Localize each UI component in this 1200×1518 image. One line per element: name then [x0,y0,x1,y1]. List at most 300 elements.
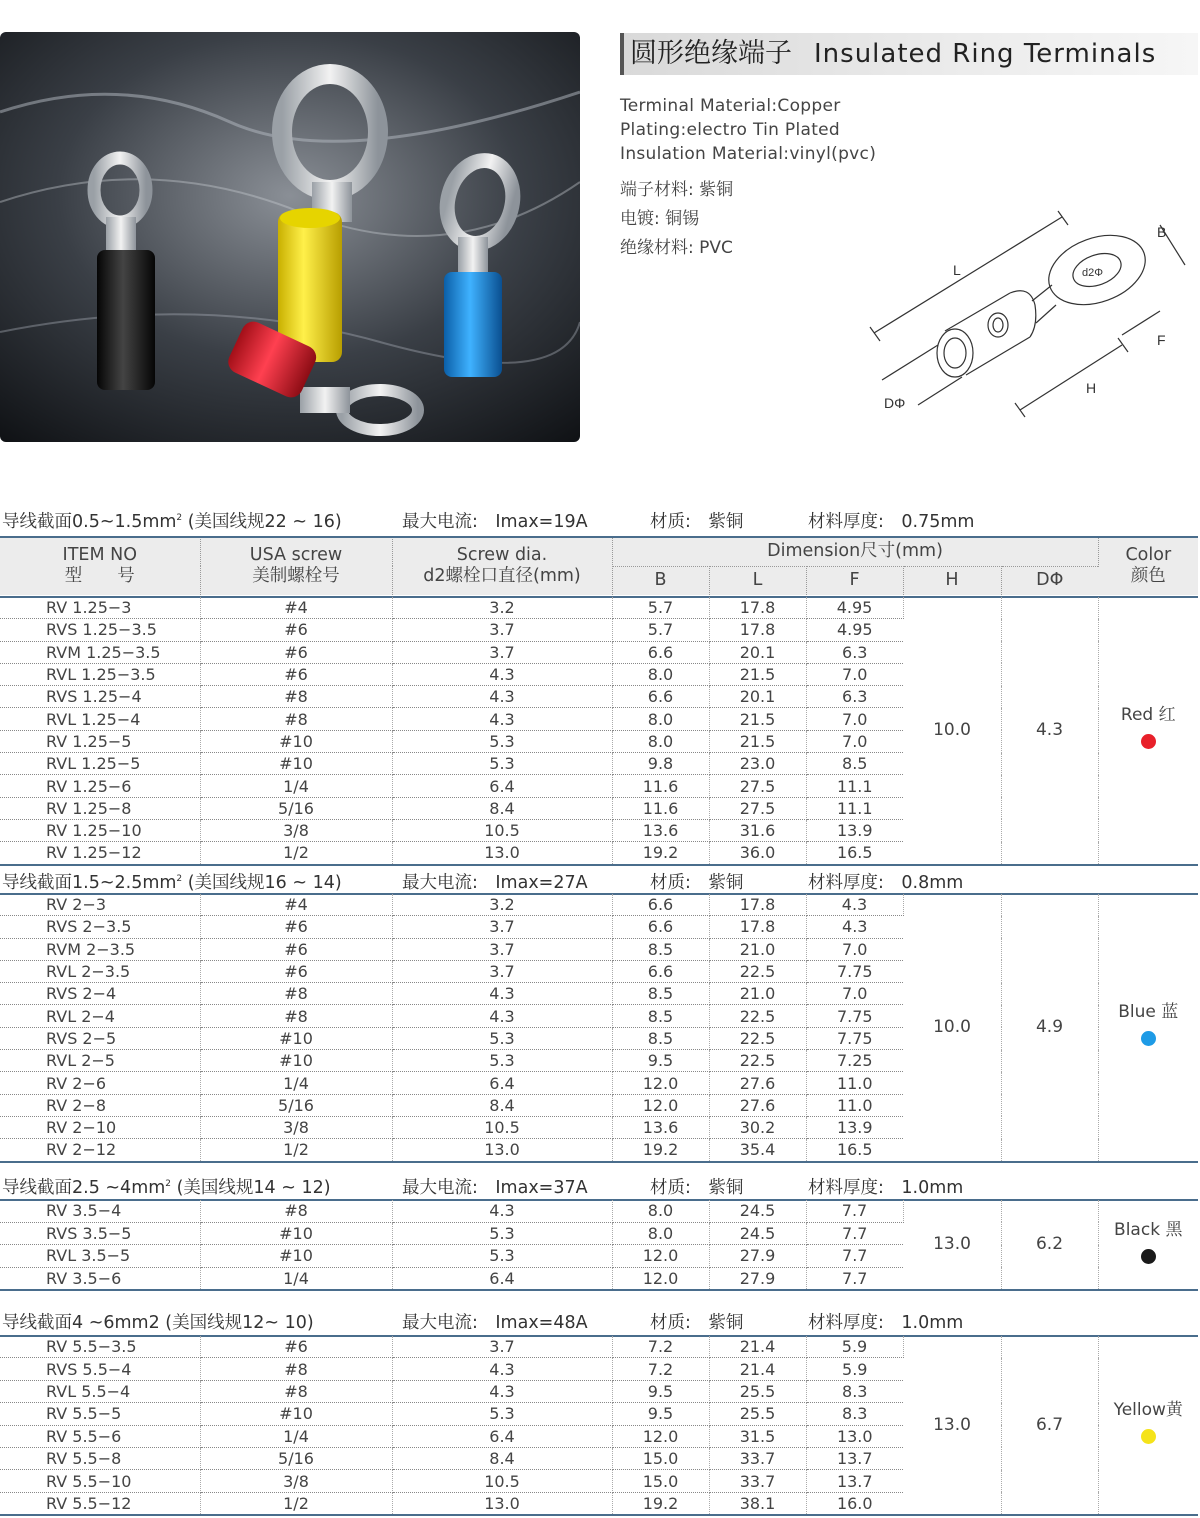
cell-dim-b: 8.0 [612,708,709,730]
cell-dim-b: 8.0 [612,663,709,685]
cell-dim-l: 21.5 [709,730,806,752]
cell-dim-l: 22.5 [709,1005,806,1027]
cell-dim-b: 11.6 [612,775,709,797]
cell-dim-b: 8.5 [612,1005,709,1027]
section-heading [0,508,1200,532]
spec-line: 绝缘材料: PVC [620,238,733,258]
color-swatch-icon [1141,1429,1156,1444]
cell-screw-dia: 4.3 [392,708,612,730]
cell-screw-dia: 6.4 [392,1425,612,1447]
cell-item-no: RV 5.5−5 [0,1403,200,1425]
cell-color [1098,894,1198,1162]
color-swatch-icon [1141,734,1156,749]
cell-usa-screw: 1/4 [200,1267,392,1290]
cell-item-no: RVL 2−5 [0,1050,200,1072]
spec-table [0,597,1198,866]
cell-usa-screw: #6 [200,619,392,641]
cell-usa-screw: 3/8 [200,1470,392,1492]
cell-screw-dia: 5.3 [392,730,612,752]
cell-dim-f: 6.3 [806,686,903,708]
cell-dim-l: 33.7 [709,1447,806,1469]
cell-screw-dia: 4.3 [392,1200,612,1222]
cell-usa-screw: #8 [200,1005,392,1027]
cell-dim-f: 7.0 [806,708,903,730]
cell-h: 13.0 [903,1200,1001,1290]
material-specs-en [620,94,876,166]
cell-screw-dia: 4.3 [392,686,612,708]
cell-item-no: RVM 1.25−3.5 [0,641,200,663]
cell-dim-l: 22.5 [709,1050,806,1072]
cell-dim-l: 20.1 [709,686,806,708]
cell-item-no: RVL 2−3.5 [0,960,200,982]
cell-d: 6.7 [1001,1336,1098,1515]
divider [0,536,1198,538]
cell-dim-l: 27.6 [709,1094,806,1116]
cell-item-no: RVS 2−5 [0,1027,200,1049]
cell-dim-l: 27.5 [709,775,806,797]
cell-usa-screw: 1/4 [200,1072,392,1094]
cell-dim-f: 7.7 [806,1200,903,1222]
cell-screw-dia: 3.7 [392,641,612,663]
cell-screw-dia: 13.0 [392,1139,612,1162]
cell-dim-b: 13.6 [612,819,709,841]
cell-h: 13.0 [903,1336,1001,1515]
cell-dim-f: 4.3 [806,916,903,938]
cell-item-no: RVL 3.5−5 [0,1245,200,1268]
cell-dim-f: 7.0 [806,938,903,960]
cell-dim-l: 17.8 [709,619,806,641]
cell-usa-screw: #10 [200,1027,392,1049]
cell-screw-dia: 4.3 [392,663,612,685]
cell-screw-dia: 13.0 [392,842,612,865]
cell-d: 6.2 [1001,1200,1098,1290]
header-screw-dia: Screw dia. d2螺栓口直径(mm) [392,537,612,595]
cell-usa-screw: #10 [200,730,392,752]
cell-usa-screw: #10 [200,1050,392,1072]
cell-dim-b: 12.0 [612,1425,709,1447]
diagram-label-l: L [953,262,961,278]
cell-screw-dia: 10.5 [392,1116,612,1138]
cell-dim-f: 7.7 [806,1267,903,1290]
cell-usa-screw: 1/2 [200,1492,392,1515]
cell-usa-screw: #10 [200,1245,392,1268]
cell-dim-f: 7.25 [806,1050,903,1072]
cell-item-no: RV 1.25−8 [0,797,200,819]
cell-item-no: RVL 1.25−4 [0,708,200,730]
color-swatch-icon [1141,1031,1156,1046]
cell-dim-b: 8.5 [612,938,709,960]
table-row [0,1336,1198,1358]
cell-color [1098,1200,1198,1290]
cell-dim-l: 21.4 [709,1336,806,1358]
cell-screw-dia: 5.3 [392,1245,612,1268]
cell-usa-screw: #6 [200,641,392,663]
cell-item-no: RVS 1.25−3.5 [0,619,200,641]
table-row [0,597,1198,619]
cell-dim-l: 20.1 [709,641,806,663]
cell-item-no: RV 2−3 [0,894,200,916]
thickness: 材料厚度: 0.8mm [808,873,964,893]
cell-item-no: RV 2−12 [0,1139,200,1162]
cell-dim-f: 4.95 [806,597,903,619]
section-heading [0,869,1200,893]
cell-dim-f: 16.5 [806,842,903,865]
cross-section: 导线截面2.5 ~4mm [2,1178,166,1198]
cell-usa-screw: #4 [200,597,392,619]
cell-screw-dia: 5.3 [392,753,612,775]
cell-item-no: RVL 1.25−3.5 [0,663,200,685]
cross-section: 导线截面1.5~2.5mm [2,873,177,893]
cell-dim-f: 11.1 [806,797,903,819]
cell-h: 10.0 [903,597,1001,865]
header-l: L [709,566,806,595]
cell-usa-screw: #8 [200,1380,392,1402]
diagram-label-d2: d2Φ [1082,267,1104,279]
cell-dim-l: 17.8 [709,894,806,916]
cell-screw-dia: 4.3 [392,1380,612,1402]
awg-range: (美国线规14 ~ 12) [171,1178,331,1198]
cell-dim-f: 4.3 [806,894,903,916]
material: 材质: 紫铜 [650,1313,744,1333]
header-item-no: ITEM NO 型 号 [0,537,200,595]
cell-item-no: RV 3.5−4 [0,1200,200,1222]
section-heading [0,1309,1200,1333]
cell-item-no: RV 1.25−12 [0,842,200,865]
cell-dim-l: 24.5 [709,1200,806,1222]
cell-dim-l: 22.5 [709,1027,806,1049]
cell-usa-screw: #8 [200,983,392,1005]
cell-usa-screw: 1/4 [200,1425,392,1447]
cell-dim-f: 13.7 [806,1470,903,1492]
cell-usa-screw: #10 [200,1403,392,1425]
awg-range: (美国线规16 ~ 14) [182,873,342,893]
cell-dim-b: 8.0 [612,1200,709,1222]
product-photo [0,32,580,442]
cell-dim-l: 33.7 [709,1470,806,1492]
cell-screw-dia: 6.4 [392,1072,612,1094]
cell-dim-b: 12.0 [612,1245,709,1268]
max-current: 最大电流: Imax=19A [402,512,588,532]
superscript: 2 [176,874,183,885]
cell-item-no: RV 5.5−3.5 [0,1336,200,1358]
cell-dim-l: 27.6 [709,1072,806,1094]
cell-dim-f: 16.5 [806,1139,903,1162]
header-h: H [903,566,1001,595]
cell-dim-b: 5.7 [612,619,709,641]
cell-dim-b: 9.8 [612,753,709,775]
cross-section: 导线截面0.5~1.5mm [2,512,177,532]
cell-screw-dia: 5.3 [392,1222,612,1245]
cell-dim-b: 11.6 [612,797,709,819]
spec-line: Insulation Material:vinyl(pvc) [620,144,877,164]
cell-item-no: RV 5.5−12 [0,1492,200,1515]
cell-item-no: RVS 5.5−4 [0,1358,200,1380]
cell-color [1098,597,1198,865]
cell-dim-f: 13.9 [806,819,903,841]
cell-dim-b: 9.5 [612,1050,709,1072]
cell-dim-l: 21.0 [709,983,806,1005]
title-cn: 圆形绝缘端子 [630,38,792,69]
cell-dim-b: 19.2 [612,1139,709,1162]
cell-dim-l: 38.1 [709,1492,806,1515]
title-en: Insulated Ring Terminals [814,39,1157,69]
cell-usa-screw: 5/16 [200,797,392,819]
cell-screw-dia: 13.0 [392,1492,612,1515]
cell-dim-b: 9.5 [612,1403,709,1425]
cell-item-no: RV 5.5−10 [0,1470,200,1492]
cell-item-no: RV 1.25−5 [0,730,200,752]
header-dimension: Dimension尺寸(mm) [612,537,1098,566]
cell-dim-l: 21.4 [709,1358,806,1380]
superscript: 2 [176,513,183,524]
cell-usa-screw: #6 [200,960,392,982]
cell-usa-screw: #8 [200,708,392,730]
cell-item-no: RV 2−6 [0,1072,200,1094]
cell-dim-b: 15.0 [612,1470,709,1492]
cell-item-no: RVL 2−4 [0,1005,200,1027]
max-current: 最大电流: Imax=37A [402,1178,588,1198]
cell-dim-b: 8.0 [612,1222,709,1245]
cell-dim-b: 15.0 [612,1447,709,1469]
cell-screw-dia: 5.3 [392,1050,612,1072]
cell-screw-dia: 5.3 [392,1403,612,1425]
color-label: Black 黑 [1114,1219,1183,1240]
color-label: Blue 蓝 [1118,1002,1179,1023]
cell-usa-screw: #6 [200,1336,392,1358]
spec-line: Plating:electro Tin Plated [620,120,841,140]
cell-screw-dia: 4.3 [392,1358,612,1380]
cell-dim-l: 21.0 [709,938,806,960]
cell-dim-f: 11.0 [806,1094,903,1116]
max-current: 最大电流: Imax=27A [402,873,588,893]
header-d: DΦ [1001,566,1098,595]
cell-item-no: RV 1.25−10 [0,819,200,841]
cell-dim-f: 8.5 [806,753,903,775]
cell-dim-b: 8.5 [612,983,709,1005]
cell-dim-f: 5.9 [806,1358,903,1380]
cell-screw-dia: 6.4 [392,775,612,797]
cell-dim-b: 7.2 [612,1358,709,1380]
cell-dim-l: 17.8 [709,916,806,938]
cell-screw-dia: 3.7 [392,938,612,960]
material-specs-cn [620,176,733,263]
cell-screw-dia: 3.7 [392,916,612,938]
cell-usa-screw: 1/2 [200,842,392,865]
cell-dim-f: 13.7 [806,1447,903,1469]
material: 材质: 紫铜 [650,512,744,532]
cell-dim-f: 13.0 [806,1425,903,1447]
cell-dim-b: 6.6 [612,960,709,982]
cell-dim-f: 7.0 [806,730,903,752]
superscript: 2 [165,1179,172,1190]
table-row [0,1200,1198,1222]
awg-range: (美国线规22 ~ 16) [182,512,342,532]
material: 材质: 紫铜 [650,873,744,893]
cell-dim-f: 4.95 [806,619,903,641]
cell-screw-dia: 8.4 [392,1094,612,1116]
cell-usa-screw: #10 [200,753,392,775]
cell-item-no: RV 3.5−6 [0,1267,200,1290]
cell-item-no: RVL 1.25−5 [0,753,200,775]
awg-range: (美国线规12~ 10) [159,1313,314,1333]
cell-dim-l: 24.5 [709,1222,806,1245]
cell-usa-screw: 5/16 [200,1447,392,1469]
page-title [620,33,1198,75]
cell-screw-dia: 3.7 [392,1336,612,1358]
cell-screw-dia: 10.5 [392,819,612,841]
cell-usa-screw: 5/16 [200,1094,392,1116]
cell-screw-dia: 6.4 [392,1267,612,1290]
cell-color [1098,1336,1198,1515]
spec-line: 端子材料: 紫铜 [620,180,734,200]
cell-dim-f: 7.7 [806,1222,903,1245]
cell-item-no: RVS 2−4 [0,983,200,1005]
cell-dim-b: 13.6 [612,1116,709,1138]
cell-dim-b: 12.0 [612,1094,709,1116]
cell-item-no: RVS 3.5−5 [0,1222,200,1245]
cell-dim-f: 7.75 [806,1027,903,1049]
spec-table [0,894,1198,1163]
cell-item-no: RV 5.5−6 [0,1425,200,1447]
spec-line: 电镀: 铜锡 [620,209,700,229]
cell-usa-screw: #8 [200,686,392,708]
cell-dim-f: 8.3 [806,1380,903,1402]
cell-dim-b: 6.6 [612,686,709,708]
spec-line: Terminal Material:Copper [620,96,841,116]
thickness: 材料厚度: 1.0mm [808,1313,964,1333]
cell-item-no: RV 5.5−8 [0,1447,200,1469]
section-heading [0,1174,1200,1198]
cell-usa-screw: #6 [200,916,392,938]
cell-dim-l: 35.4 [709,1139,806,1162]
cell-dim-f: 8.3 [806,1403,903,1425]
cell-dim-f: 11.1 [806,775,903,797]
cell-usa-screw: 3/8 [200,819,392,841]
cell-usa-screw: 1/2 [200,1139,392,1162]
cell-dim-b: 6.6 [612,641,709,663]
cell-item-no: RV 2−8 [0,1094,200,1116]
cell-dim-l: 36.0 [709,842,806,865]
max-current: 最大电流: Imax=48A [402,1313,588,1333]
diagram-label-h: H [1086,380,1097,396]
cell-dim-f: 16.0 [806,1492,903,1515]
cell-screw-dia: 4.3 [392,983,612,1005]
cell-item-no: RVS 2−3.5 [0,916,200,938]
cross-section: 导线截面4 ~6mm2 [2,1313,160,1333]
cell-dim-b: 8.0 [612,730,709,752]
cell-usa-screw: 1/4 [200,775,392,797]
color-label: Yellow黄 [1113,1400,1183,1421]
cell-item-no: RV 1.25−3 [0,597,200,619]
cell-dim-f: 7.0 [806,663,903,685]
cell-dim-f: 7.75 [806,1005,903,1027]
cell-screw-dia: 8.4 [392,797,612,819]
cell-dim-l: 22.5 [709,960,806,982]
cell-h: 10.0 [903,894,1001,1162]
cell-dim-f: 11.0 [806,1072,903,1094]
cell-dim-f: 6.3 [806,641,903,663]
cell-usa-screw: 3/8 [200,1116,392,1138]
cell-dim-l: 21.5 [709,663,806,685]
cell-item-no: RVM 2−3.5 [0,938,200,960]
cell-screw-dia: 4.3 [392,1005,612,1027]
thickness: 材料厚度: 0.75mm [808,512,975,532]
color-label: Red 红 [1120,705,1176,726]
cell-dim-l: 27.9 [709,1267,806,1290]
spec-table [0,1200,1198,1291]
cell-dim-b: 12.0 [612,1267,709,1290]
cell-item-no: RVL 5.5−4 [0,1380,200,1402]
column-header [0,537,1198,595]
cell-dim-l: 30.2 [709,1116,806,1138]
cell-dim-f: 5.9 [806,1336,903,1358]
cell-screw-dia: 3.2 [392,894,612,916]
cell-dim-l: 23.0 [709,753,806,775]
cell-screw-dia: 3.7 [392,960,612,982]
spec-table [0,1336,1198,1516]
color-swatch-icon [1141,1249,1156,1264]
cell-dim-l: 25.5 [709,1403,806,1425]
cell-dim-f: 7.0 [806,983,903,1005]
cell-dim-l: 27.5 [709,797,806,819]
cell-usa-screw: #6 [200,938,392,960]
diagram-label-d: DΦ [884,395,906,411]
cell-dim-b: 6.6 [612,894,709,916]
table-row [0,894,1198,916]
diagram-label-f: F [1157,332,1166,348]
cell-dim-b: 7.2 [612,1336,709,1358]
cell-usa-screw: #4 [200,894,392,916]
cell-dim-l: 21.5 [709,708,806,730]
cell-dim-b: 12.0 [612,1072,709,1094]
cell-dim-l: 25.5 [709,1380,806,1402]
cell-dim-f: 7.75 [806,960,903,982]
cell-d: 4.3 [1001,597,1098,865]
cell-dim-l: 31.5 [709,1425,806,1447]
header-color: Color 颜色 [1125,545,1172,586]
cell-dim-b: 6.6 [612,916,709,938]
cell-d: 4.9 [1001,894,1098,1162]
header-usa-screw: USA screw 美制螺栓号 [200,537,392,595]
cell-usa-screw: #6 [200,663,392,685]
cell-dim-b: 9.5 [612,1380,709,1402]
cell-dim-f: 7.7 [806,1245,903,1268]
cell-dim-b: 19.2 [612,1492,709,1515]
cell-usa-screw: #10 [200,1222,392,1245]
cell-dim-b: 5.7 [612,597,709,619]
cell-dim-l: 27.9 [709,1245,806,1268]
cell-usa-screw: #8 [200,1358,392,1380]
header-f: F [806,566,903,595]
cell-dim-b: 19.2 [612,842,709,865]
cell-screw-dia: 3.2 [392,597,612,619]
thickness: 材料厚度: 1.0mm [808,1178,964,1198]
material: 材质: 紫铜 [650,1178,744,1198]
cell-dim-b: 8.5 [612,1027,709,1049]
cell-screw-dia: 5.3 [392,1027,612,1049]
terminal-dimension-diagram [860,205,1195,435]
cell-screw-dia: 8.4 [392,1447,612,1469]
cell-dim-l: 17.8 [709,597,806,619]
cell-screw-dia: 10.5 [392,1470,612,1492]
cell-item-no: RV 2−10 [0,1116,200,1138]
cell-item-no: RV 1.25−6 [0,775,200,797]
header-b: B [612,566,709,595]
cell-screw-dia: 3.7 [392,619,612,641]
cell-dim-f: 13.9 [806,1116,903,1138]
cell-usa-screw: #8 [200,1200,392,1222]
cell-dim-l: 31.6 [709,819,806,841]
